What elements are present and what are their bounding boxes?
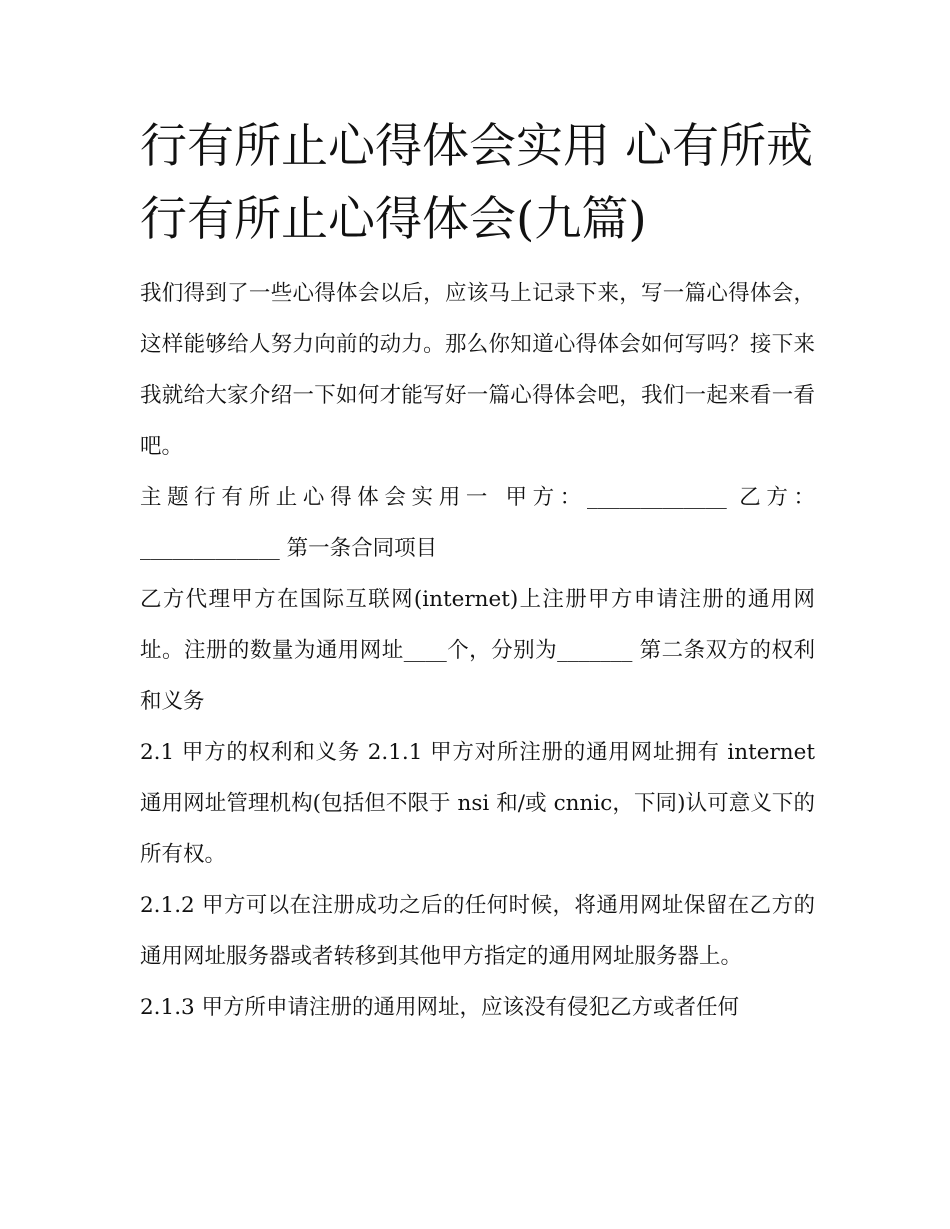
document-title: 行有所止心得体会实用 心有所戒行有所止心得体会(九篇): [140, 119, 813, 247]
paragraph-clause-2-1-3: 2.1.3 甲方所申请注册的通用网址，应该没有侵犯乙方或者任何: [140, 995, 740, 1020]
paragraph-intro: 我们得到了一些心得体会以后，应该马上记录下来，写一篇心得体会，这样能够给人努力向前的动力。那么你知道心得体会如何写吗？接下来我就给大家介绍一下如何才能写好一篇心得体会吧，我们一起来看一看吧。: [140, 281, 815, 459]
document-page: [140, 110, 815, 1033]
paragraph-clause-2-1: 2.1 甲方的权利和义务 2.1.1 甲方对所注册的通用网址拥有 internet 通用网址管理机构(包括但不限于 nsi 和/或 cnnic，下同)认可意义下的所有权。: [140, 740, 815, 867]
paragraph-clause-2-1-2: 2.1.2 甲方可以在注册成功之后的任何时候，将通用网址保留在乙方的通用网址服务器或者转移到其他甲方指定的通用网址服务器上。: [140, 893, 815, 969]
paragraph-contract-item: 乙方代理甲方在国际互联网(internet)上注册甲方申请注册的通用网址。注册的数量为通用网址____个，分别为_______ 第二条双方的权利和义务: [140, 587, 815, 714]
paragraph-parties: 主题行有所止心得体会实用一 甲方：_____________ 乙方：_____________ 第一条合同项目: [140, 485, 815, 561]
